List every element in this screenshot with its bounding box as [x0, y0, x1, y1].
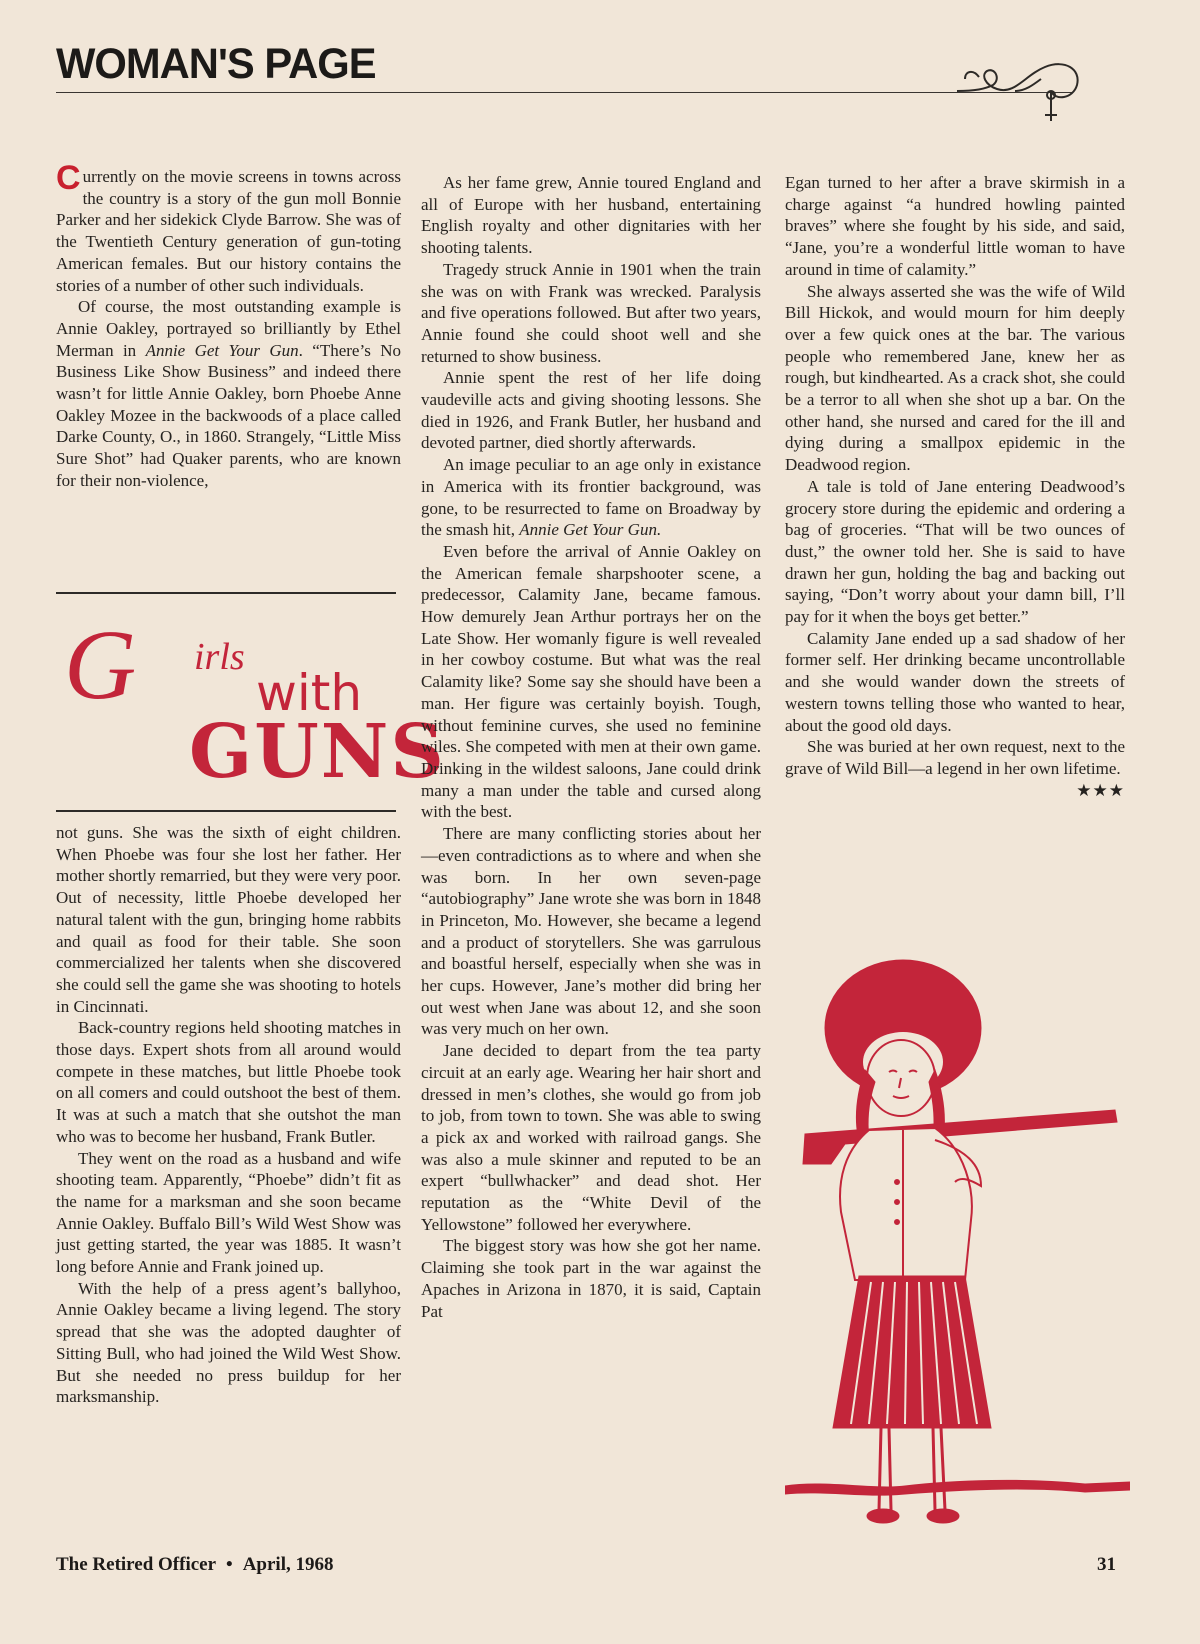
paragraph-text: urrently on the movie screens in towns across the country is a story of the gun moll Bonnie Parker and her sidekick Clyde Barrow. She was of the Twentieth Century generation of gun-toting American females. But our history contains the stories of a number of other such individuals.: [56, 167, 401, 295]
italic-title: Annie Get Your Gun: [145, 340, 299, 360]
feature-title-irls: irls: [194, 636, 245, 678]
paragraph: As her fame grew, Annie toured England and all of Europe with her husband, entertaining English royalty and other dignitaries with her shooting talents.: [421, 173, 761, 258]
paragraph: not guns. She was the sixth of eight children. When Phoebe was four she lost her father. Her mother shortly remarried, but they were very poor. Out of necessity, little Phoebe developed her natural talent with the gun, bringing home rabbits and quail as food for their table. She soon commercialized her talents when she discovered she could sell the game she was shooting to hotels in Cincinnati.: [56, 823, 401, 1016]
paragraph-text: Of course, the most outstanding example is Annie Oakley, portrayed so brilliantly by Ethel Merman in: [56, 297, 401, 360]
feature-title-panel: [56, 605, 446, 800]
paragraph-text: . “There’s No Business Like Show Business” and indeed there wasn’t for little Annie Oakley, born Phoebe Anne Oakley Mozee in the backwoods of a place called Darke County, O., in 1860. Strangely, “Little Miss Sure Shot” had Quaker parents, who are known for their non-violence,: [56, 340, 401, 490]
paragraph: [56, 159, 401, 296]
footer-separator: •: [226, 1554, 233, 1575]
paragraph-text: She was buried at her own request, next to the grave of Wild Bill—a legend in her own lifetime.: [785, 737, 1125, 778]
paragraph: With the help of a press agent’s ballyhoo, Annie Oakley became a living legend. The story spread that she was the adopted daughter of Sitting Bull, who had joined the Wild West Show. But she needed no press buildup for her marksmanship.: [56, 1278, 401, 1407]
paragraph: Tragedy struck Annie in 1901 when the train she was on with Frank was wrecked. Paralysis and five operations followed. But after two years, Annie found she could shoot well and she returned to show business.: [421, 259, 761, 366]
paragraph: She always asserted she was the wife of Wild Bill Hickok, and would mourn for him deeply over a few quick ones at the bar. The various people who remembered Jane, knew her as rough, but kindhearted. As a crack shot, she could be a terror to all when she shot up a bar. On the other hand, she nursed and cared for the ill and dying during a smallpox epidemic in the Deadwood region.: [785, 281, 1125, 475]
footer-publication: [56, 1554, 333, 1576]
drop-cap: C: [56, 159, 81, 197]
paragraph: There are many conflicting stories about her—even contradictions as to where and when she was born. In her own seven-page “autobiography” Jane wrote she was born in 1848 in Princeton, Mo. However, she became a legend and a product of storytellers. She was garrulous and boastful herself, especially when she was in her cups. However, Jane’s mother did bring her out west when Jane was about 12, and she soon was very much on her own.: [421, 824, 761, 1039]
paragraph: The biggest story was how she got her name. Claiming she took part in the war against the Apaches in Arizona in 1870, it is said, Captain Pat: [421, 1236, 761, 1321]
paragraph: [421, 454, 761, 541]
end-mark: ★★★: [1076, 780, 1125, 800]
column-2: [421, 172, 761, 1322]
paragraph: Egan turned to her after a brave skirmish in a charge against “a hundred howling painted braves” where she fought by his side, and said, “Jane, you’re a wonderful little woman to have around in time of calamity.”: [785, 173, 1125, 279]
paragraph: [785, 736, 1125, 800]
column-3: [785, 172, 1125, 801]
paragraph-text: An image peculiar to an age only in existance in America with its frontier background, was gone, to be resurrected to fame on Broadway by the smash hit,: [421, 455, 761, 540]
paragraph: Jane decided to depart from the tea party circuit at an early age. Wearing her hair short and dressed in men’s clothes, she would go from job to job, from town to town. She was able to swing a pick ax and worked with railroad gangs. She was also a mule skinner and reputed to be an expert “bullwhacker” and dead shot. Her reputation as the “White Devil of the Yellowstone” followed her everywhere.: [421, 1041, 761, 1234]
header-rule: [56, 92, 1072, 93]
italic-title: Annie Get Your Gun.: [519, 520, 662, 540]
feature-title-with: with: [256, 664, 363, 722]
feature-title-g: G: [64, 609, 137, 720]
feature-title-guns: GUNS: [189, 709, 446, 795]
paragraph: Annie spent the rest of her life doing vaudeville acts and giving shooting lessons. She died in 1926, and Frank Butler, her husband and devoted partner, died shortly afterwards.: [421, 368, 761, 453]
paragraph: Back-country regions held shooting matches in those days. Expert shots from all around would compete in these matches, but little Phoebe took on all comers and could outshoot the best of them. It was at such a match that she outshot the man who was to become her husband, Frank Butler.: [56, 1018, 401, 1146]
cowgirl-illustration: [785, 950, 1130, 1560]
column-1: [56, 159, 401, 492]
issue-date: April, 1968: [242, 1554, 334, 1575]
paragraph: [56, 296, 401, 491]
panel-top-rule: [56, 592, 396, 594]
publication-name: The Retired Officer: [56, 1554, 217, 1575]
panel-bottom-rule: [56, 810, 396, 812]
paragraph: Even before the arrival of Annie Oakley on the American female sharpshooter scene, a predecessor, Calamity Jane, became famous. How demurely Jean Arthur portrays her on the Late Show. Her womanly figure is well revealed in her cowboy costume. But what was the real Calamity like? Some say she should have been a man. Her figure was certainly boyish. Tough, without feminine curves, she used no feminine wiles. She competed with men at their own game. Drinking in the wildest saloons, Jane could drink many a man under the table and cursed along with the best.: [421, 541, 761, 822]
flourish-icon: [955, 55, 1090, 135]
paragraph: A tale is told of Jane entering Deadwood’s grocery store during the epidemic and ordering a bag of groceries. “That will be two ounces of dust,” the owner told her. She is said to have drawn her gun, holding the bag and backing out saying, “Don’t worry about your damn bill, I’ll pay for it when the boys get better.”: [785, 476, 1125, 627]
paragraph: Calamity Jane ended up a sad shadow of her former self. Her drinking became uncontrollable and she would wander down the streets of western towns telling those who wanted to hear, about the good old days.: [785, 628, 1125, 735]
page-number: 31: [1097, 1554, 1116, 1575]
column-1-continued: [56, 822, 401, 1408]
paragraph: They went on the road as a husband and wife shooting team. Apparently, “Phoebe” didn’t fit as the name for a marksman and she soon became Annie Oakley. Buffalo Bill’s Wild West Show was just getting started, the year was 1885. It wasn’t long before Annie and Frank joined up.: [56, 1148, 401, 1277]
section-title: WOMAN'S PAGE: [56, 40, 376, 88]
